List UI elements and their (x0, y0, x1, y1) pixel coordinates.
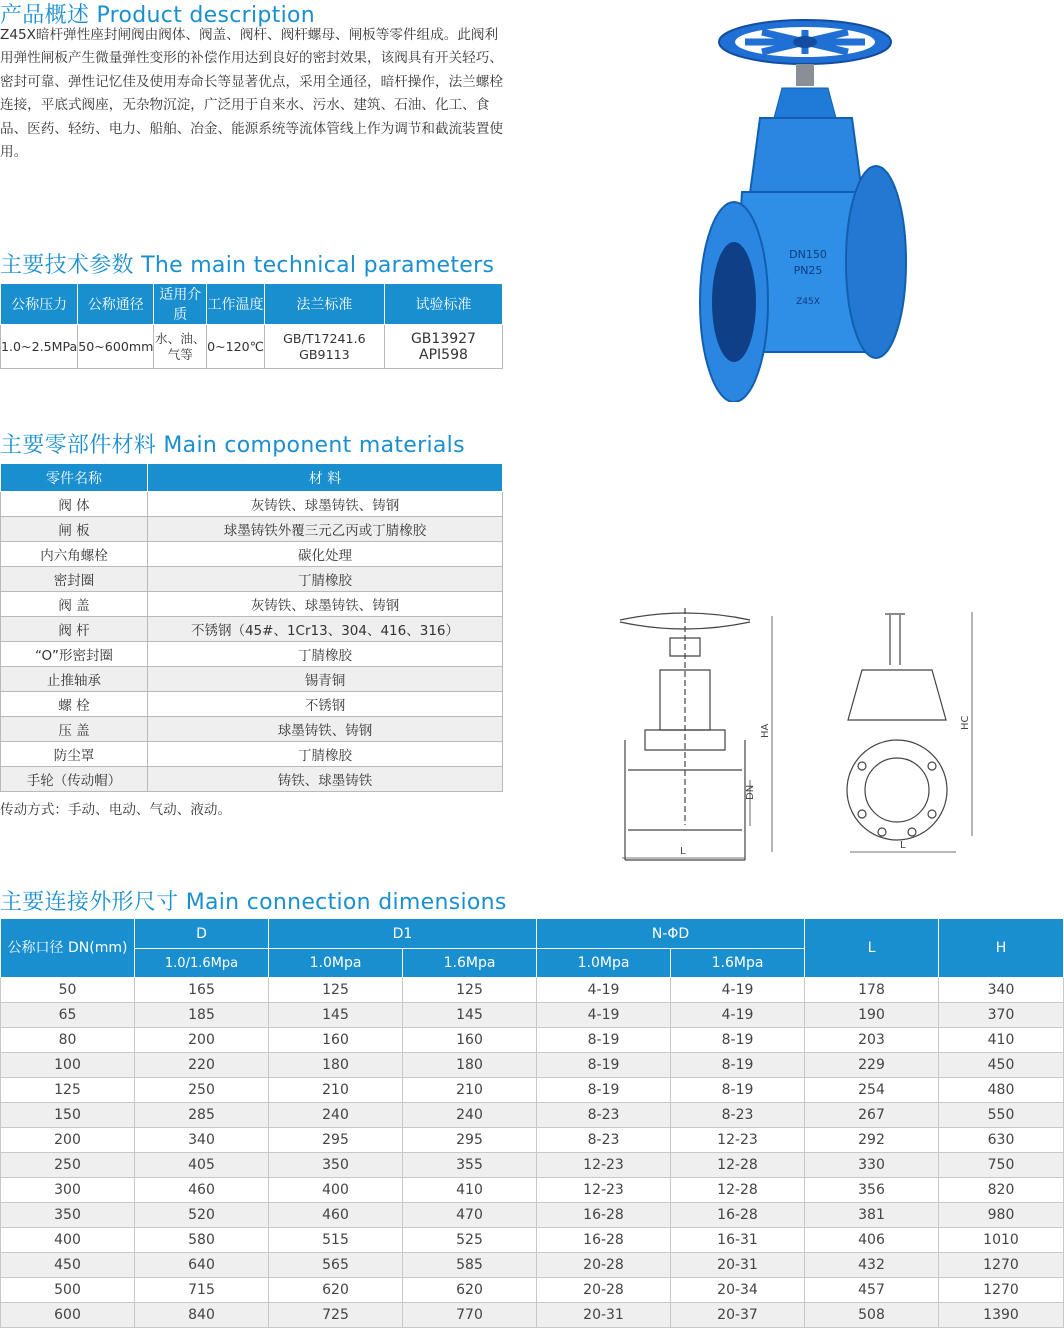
material-part-name: 防尘罩 (1, 742, 148, 767)
dims-cell: 200 (1, 1128, 135, 1153)
dims-cell: 8-19 (537, 1028, 671, 1053)
dims-cell: 100 (1, 1053, 135, 1078)
heading-product-description: 产品概述 Product description (0, 3, 316, 28)
dims-cell: 580 (135, 1228, 269, 1253)
dims-cell: 178 (805, 978, 939, 1003)
dims-header-nd: N-ΦD (537, 919, 805, 949)
dims-cell: 292 (805, 1128, 939, 1153)
dims-row (1, 1128, 1064, 1153)
parameters-table (0, 283, 503, 369)
material-part-name: “O”形密封圈 (1, 642, 148, 667)
dims-cell: 630 (939, 1128, 1064, 1153)
dims-cell: 565 (269, 1253, 403, 1278)
material-value: 铸铁、球墨铸铁 (148, 767, 503, 792)
dims-subheader: 1.0Mpa (269, 949, 403, 978)
dims-cell: 16-28 (537, 1228, 671, 1253)
materials-row (1, 717, 503, 742)
dims-cell: 125 (269, 978, 403, 1003)
dimension-label-hc: HC (960, 715, 971, 730)
dimension-label-dn: DN (745, 784, 756, 800)
dims-cell: 356 (805, 1178, 939, 1203)
material-part-name: 密封圈 (1, 567, 148, 592)
side-view-drawing (847, 612, 972, 852)
dims-cell: 460 (269, 1203, 403, 1228)
dims-subheader: 1.0/1.6Mpa (135, 949, 269, 978)
dims-cell: 267 (805, 1103, 939, 1128)
drive-mode-note: 传动方式：手动、电动、气动、液动。 (0, 802, 232, 818)
handwheel-icon (719, 20, 891, 64)
materials-row (1, 567, 503, 592)
dims-row (1, 1003, 1064, 1028)
dims-cell: 12-23 (671, 1128, 805, 1153)
material-part-name: 止推轴承 (1, 667, 148, 692)
dims-row (1, 1153, 1064, 1178)
dims-cell: 370 (939, 1003, 1064, 1028)
dims-cell: 145 (403, 1003, 537, 1028)
materials-row (1, 592, 503, 617)
dims-cell: 330 (805, 1153, 939, 1178)
dims-cell: 8-19 (671, 1028, 805, 1053)
dims-row (1, 1078, 1064, 1103)
dims-cell: 16-28 (671, 1203, 805, 1228)
dims-subheader: 1.6Mpa (671, 949, 805, 978)
dims-cell: 820 (939, 1178, 1064, 1203)
param-header: 公称压力 (1, 284, 78, 325)
dims-cell: 145 (269, 1003, 403, 1028)
dims-cell: 525 (403, 1228, 537, 1253)
materials-header-material: 材 料 (148, 464, 503, 492)
material-part-name: 螺 栓 (1, 692, 148, 717)
dims-cell: 620 (403, 1278, 537, 1303)
dims-cell: 160 (403, 1028, 537, 1053)
dims-cell: 750 (939, 1153, 1064, 1178)
dims-cell: 1270 (939, 1253, 1064, 1278)
dims-cell: 1010 (939, 1228, 1064, 1253)
materials-body (1, 492, 503, 792)
front-view-drawing (620, 608, 772, 860)
dims-cell: 220 (135, 1053, 269, 1078)
dims-cell: 770 (403, 1303, 537, 1328)
dims-cell: 500 (1, 1278, 135, 1303)
dims-row (1, 1253, 1064, 1278)
dims-cell: 4-19 (537, 1003, 671, 1028)
material-value: 锡青铜 (148, 667, 503, 692)
dims-cell: 450 (939, 1053, 1064, 1078)
materials-row (1, 767, 503, 792)
dims-cell: 16-31 (671, 1228, 805, 1253)
materials-table (0, 463, 503, 792)
dims-cell: 285 (135, 1103, 269, 1128)
param-header: 试验标准 (384, 284, 502, 325)
dims-cell: 12-23 (537, 1178, 671, 1203)
dims-cell: 4-19 (671, 1003, 805, 1028)
dims-cell: 400 (1, 1228, 135, 1253)
materials-row (1, 642, 503, 667)
material-part-name: 闸 板 (1, 517, 148, 542)
dims-cell: 8-19 (537, 1078, 671, 1103)
dims-cell: 295 (403, 1128, 537, 1153)
dims-cell: 250 (1, 1153, 135, 1178)
param-header: 公称通径 (78, 284, 154, 325)
dims-cell: 250 (135, 1078, 269, 1103)
dims-cell: 550 (939, 1103, 1064, 1128)
dims-cell: 457 (805, 1278, 939, 1303)
dims-cell: 340 (939, 978, 1064, 1003)
dims-cell: 160 (269, 1028, 403, 1053)
material-part-name: 阀 盖 (1, 592, 148, 617)
dims-header-d: D (135, 919, 269, 949)
dims-cell: 4-19 (537, 978, 671, 1003)
dims-cell: 715 (135, 1278, 269, 1303)
material-part-name: 阀 体 (1, 492, 148, 517)
material-value: 不锈钢（45#、1Cr13、304、416、316） (148, 617, 503, 642)
dims-cell: 340 (135, 1128, 269, 1153)
dims-cell: 12-28 (671, 1153, 805, 1178)
dims-cell: 180 (403, 1053, 537, 1078)
dims-cell: 20-31 (537, 1303, 671, 1328)
dims-cell: 585 (403, 1253, 537, 1278)
dims-cell: 355 (403, 1153, 537, 1178)
param-value: GB/T17241.6 GB9113 (264, 325, 384, 369)
dims-row (1, 978, 1064, 1003)
dims-cell: 520 (135, 1203, 269, 1228)
dims-cell: 190 (805, 1003, 939, 1028)
dims-cell: 381 (805, 1203, 939, 1228)
dimension-label-ha: HA (760, 723, 771, 738)
valve-body-marking: DN150 (789, 248, 827, 261)
heading-component-materials: 主要零部件材料 Main component materials (0, 433, 465, 458)
materials-row (1, 742, 503, 767)
dims-cell: 400 (269, 1178, 403, 1203)
param-header: 适用介质 (154, 284, 207, 325)
material-value: 球墨铸铁、铸钢 (148, 717, 503, 742)
dims-cell: 432 (805, 1253, 939, 1278)
dimensions-body (1, 978, 1064, 1328)
dims-header-h: H (939, 919, 1064, 978)
description-text: Z45X暗杆弹性座封闸阀由阀体、阀盖、阀杆、阀杆螺母、闸板等零件组成。此阀利用弹性闸板产生微量弹性变形的补偿作用达到良好的密封效果，该阀具有开关轻巧、密封可靠、弹性记忆佳及使用寿命长等显著优点，采用全通径，暗杆操作，法兰螺栓连接，平底式阀座，无杂物沉淀，广泛用于自来水、污水、建筑、石油、化工、食品、医药、轻纺、电力、船舶、冶金、能源系统等流体管线上作为调节和截流装置使用。 (0, 27, 503, 161)
dims-cell: 150 (1, 1103, 135, 1128)
dims-cell: 350 (269, 1153, 403, 1178)
dims-cell: 4-19 (671, 978, 805, 1003)
param-header: 法兰标准 (264, 284, 384, 325)
valve-body-marking: PN25 (793, 264, 823, 277)
dims-header-dn: 公称口径 DN(mm) (1, 919, 135, 978)
dims-cell: 480 (939, 1078, 1064, 1103)
dims-cell: 470 (403, 1203, 537, 1228)
dims-cell: 125 (1, 1078, 135, 1103)
material-value: 灰铸铁、球墨铸铁、铸钢 (148, 592, 503, 617)
materials-header-part: 零件名称 (1, 464, 148, 492)
dims-cell: 410 (403, 1178, 537, 1203)
material-value: 球墨铸铁外覆三元乙丙或丁腈橡胶 (148, 517, 503, 542)
dims-cell: 8-23 (671, 1103, 805, 1128)
dims-cell: 1390 (939, 1303, 1064, 1328)
param-header: 工作温度 (207, 284, 265, 325)
param-value: 0~120℃ (207, 325, 265, 369)
dims-cell: 405 (135, 1153, 269, 1178)
material-part-name: 阀 杆 (1, 617, 148, 642)
dims-row (1, 1203, 1064, 1228)
dims-cell: 20-34 (671, 1278, 805, 1303)
dims-cell: 508 (805, 1303, 939, 1328)
dims-cell: 20-28 (537, 1253, 671, 1278)
dims-cell: 515 (269, 1228, 403, 1253)
dims-cell: 1270 (939, 1278, 1064, 1303)
dimension-label-l: L (680, 846, 686, 857)
dims-row (1, 1303, 1064, 1328)
dims-cell: 200 (135, 1028, 269, 1053)
dims-cell: 460 (135, 1178, 269, 1203)
dims-row (1, 1178, 1064, 1203)
dims-cell: 600 (1, 1303, 135, 1328)
dims-cell: 620 (269, 1278, 403, 1303)
valve-body-marking: Z45X (796, 297, 820, 307)
dims-cell: 450 (1, 1253, 135, 1278)
dims-cell: 185 (135, 1003, 269, 1028)
dims-cell: 12-23 (537, 1153, 671, 1178)
param-value: 50~600mm (78, 325, 154, 369)
dims-row (1, 1028, 1064, 1053)
dims-cell: 50 (1, 978, 135, 1003)
material-part-name: 内六角螺栓 (1, 542, 148, 567)
gate-valve-photo (690, 12, 920, 402)
dims-subheader: 1.0Mpa (537, 949, 671, 978)
dimensions-table (0, 918, 1064, 1328)
dims-cell: 180 (269, 1053, 403, 1078)
dims-header-d1: D1 (269, 919, 537, 949)
dims-cell: 203 (805, 1028, 939, 1053)
dims-header-l: L (805, 919, 939, 978)
dimension-label-l-side: L (900, 840, 906, 851)
materials-row (1, 692, 503, 717)
dims-cell: 406 (805, 1228, 939, 1253)
materials-row (1, 617, 503, 642)
dims-row (1, 1228, 1064, 1253)
valve-technical-drawing (600, 600, 1000, 870)
dims-cell: 16-28 (537, 1203, 671, 1228)
dims-row (1, 1103, 1064, 1128)
dims-cell: 20-28 (537, 1278, 671, 1303)
dims-cell: 640 (135, 1253, 269, 1278)
materials-row (1, 492, 503, 517)
dims-row (1, 1053, 1064, 1078)
param-value: 水、油、气等 (154, 325, 207, 369)
dims-row (1, 1278, 1064, 1303)
material-value: 不锈钢 (148, 692, 503, 717)
materials-row (1, 517, 503, 542)
dims-cell: 725 (269, 1303, 403, 1328)
dims-cell: 410 (939, 1028, 1064, 1053)
dims-cell: 229 (805, 1053, 939, 1078)
dims-cell: 210 (403, 1078, 537, 1103)
dims-cell: 300 (1, 1178, 135, 1203)
dims-cell: 8-23 (537, 1103, 671, 1128)
dims-cell: 8-19 (671, 1053, 805, 1078)
material-value: 灰铸铁、球墨铸铁、铸钢 (148, 492, 503, 517)
dims-cell: 210 (269, 1078, 403, 1103)
dims-cell: 125 (403, 978, 537, 1003)
dims-cell: 8-19 (537, 1053, 671, 1078)
heading-technical-parameters: 主要技术参数 The main technical parameters (0, 253, 495, 278)
dims-cell: 254 (805, 1078, 939, 1103)
dims-cell: 65 (1, 1003, 135, 1028)
materials-row (1, 542, 503, 567)
dims-cell: 20-37 (671, 1303, 805, 1328)
dims-cell: 8-23 (537, 1128, 671, 1153)
material-value: 丁腈橡胶 (148, 567, 503, 592)
dims-cell: 240 (269, 1103, 403, 1128)
param-value: 1.0~2.5MPa (1, 325, 78, 369)
material-value: 丁腈橡胶 (148, 642, 503, 667)
dims-cell: 240 (403, 1103, 537, 1128)
heading-connection-dimensions: 主要连接外形尺寸 Main connection dimensions (0, 890, 507, 915)
material-value: 丁腈橡胶 (148, 742, 503, 767)
dims-cell: 840 (135, 1303, 269, 1328)
material-value: 碳化处理 (148, 542, 503, 567)
param-value: GB13927 API598 (384, 325, 502, 369)
dims-cell: 350 (1, 1203, 135, 1228)
material-part-name: 手轮（传动帽） (1, 767, 148, 792)
material-part-name: 压 盖 (1, 717, 148, 742)
dims-cell: 8-19 (671, 1078, 805, 1103)
dims-subheader: 1.6Mpa (403, 949, 537, 978)
dims-cell: 165 (135, 978, 269, 1003)
dims-cell: 12-28 (671, 1178, 805, 1203)
dims-cell: 295 (269, 1128, 403, 1153)
materials-row (1, 667, 503, 692)
dims-cell: 20-31 (671, 1253, 805, 1278)
dims-cell: 980 (939, 1203, 1064, 1228)
dims-cell: 80 (1, 1028, 135, 1053)
